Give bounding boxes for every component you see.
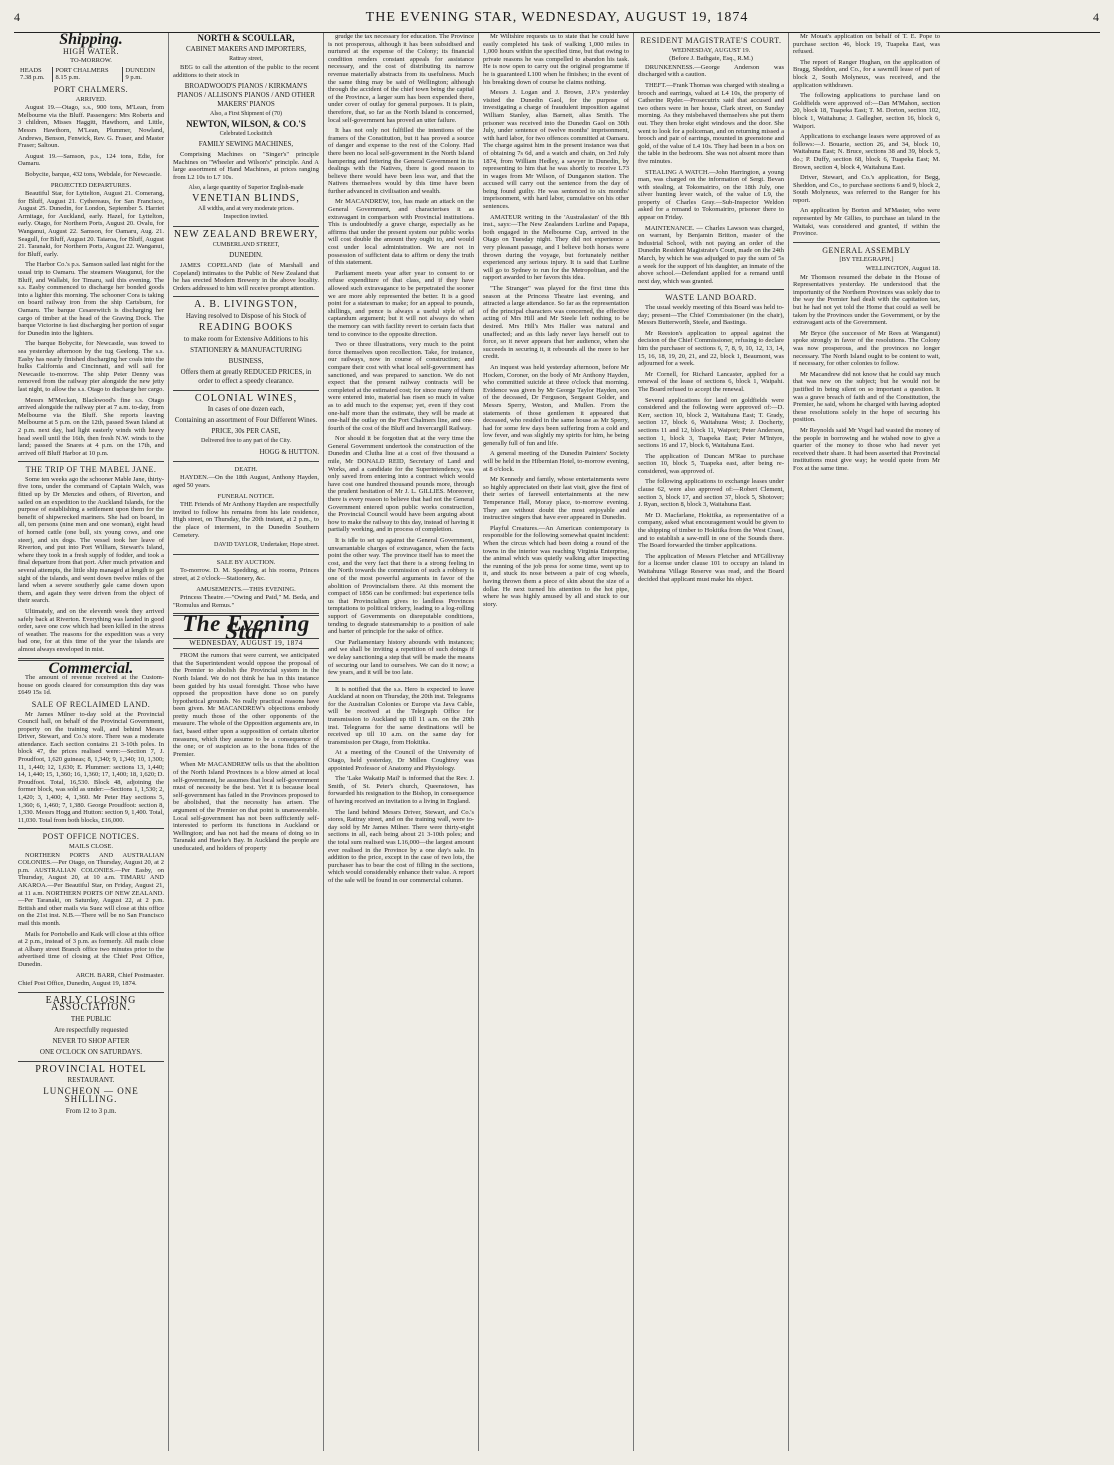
news-paragraph: AMATEUR writing in the 'Australasian' of the 8th inst., says:—The New Zealanders Lurline and Papapa, both engaged in the Melbourne Cup, arrived in the Otago on Tuesday night. They did not experience a very pleasant passage, and I believe both horses were thrown during the voyage, but fortunately neither experienced any serious injury. It is said that Lurline will go to Sydney to run for the Metropolitan, and the rapport awarded to her favors this idea. — [483, 213, 629, 282]
post-heading: POST OFFICE NOTICES. — [42, 832, 140, 842]
news-paragraph: The land behind Messrs Driver, Stewart, and Co.'s stores, Rattray street, and on the training wall, were to-day sold by Mr James Milner. There were thirty-eight sections in all, each being about 21 3-10th poles; and the total sum realised was L16,000—the largest amount ever realised in the Province by a one day's sale. In addition to the price, except in the case of two lots, the purchaser has to bear the cost of filling in the sections, which would considerably enhance their value. A report of the sale will be found in our commercial column. — [328, 808, 474, 884]
wines-heading: COLONIAL WINES, — [194, 392, 298, 404]
auction-heading: SALE BY AUCTION. — [216, 558, 276, 566]
assembly-paragraph: Mr Macandrew did not know that he could say much that was new on the subject; but he would not be justified in being silent on so important a question. It was a grave breach of faith and of the Constitution, the Premier, he said, whom he charged with having adopted these resolutions solely in the hope of securing his position. — [793, 370, 940, 424]
leader-paragraph: Two or three illustrations, very much to the point force themselves upon recollection. Take, for instance, our railways, now in course of construction; and compare their cost with what local self-government has sanctioned, and was prepared to sanction. We do not expect that the present railway contracts will be completed at the estimated cost; for since many of them were entered into, material has risen so much in value as to add much to the expense; yet, even if they cost one-half more than the estimate, they will be made at one-half the outlay on the Port Chalmers line, and one-fourth of the cost of the Bluff and Invercargill Railway. — [328, 341, 474, 432]
news-paragraph: Mr Wiltshire requests us to state that he could have easily completed his task of walking 1,000 miles in 1,000 hours within the specified time, but that owing to private reasons he was compelled to abandon his task. He is now open to carry out the original programme if he is guaranteed L100 when he finishes; in the event of his breaking down of course he claims nothing. — [483, 33, 629, 86]
blinds-heading: VENETIAN BLINDS, — [192, 193, 300, 205]
column-3 — [324, 33, 479, 1451]
north-scoullar-heading: NORTH & SCOULLAR, — [197, 33, 295, 43]
leader-paragraph: It has not only not fulfilled the intentions of the framers of the Constitution, but it has proved a source of danger and expense to the rest of the Colony. Had there been no local self-government in the North Island hampering and fettering the General Government in its dealings with the Natives, there is good reason to believe there would have been less war, and that the Natives themselves would by this time have been further advanced in civilisation and wealth. — [328, 127, 474, 195]
masthead-title: THE EVENING STAR, WEDNESDAY, AUGUST 19, 1874 — [365, 10, 749, 25]
early-closing-line: Are respectfully requested — [54, 1025, 128, 1034]
post-paragraph: NORTHERN PORTS AND AUSTRALIAN COLONIES.—Per Otago, on Thursday, August 20, at 2 p.m. AUSTRALIAN COLONIES.—Per Easby, on Thursday, August 20, at 10 a.m. TIMARU AND AKAROA.—Per Beautiful Star, on Friday, August 21, at 11 a.m. NORTHERN PORTS OF NEW ZEALAND.—Per Taranaki, on Saturday, August 22, at 2 p.m. British and other mails via Suez will close at this office on the 21st inst. N.B.—There will be no San Francisco mail this month. — [18, 851, 164, 927]
brewery-body: JAMES COPELAND (late of Marshall and Copeland) intimates to the Public of New Zealand that he has erected Modern Brewery in the above locality. Orders addressed to him will receive prompt attention. — [173, 262, 319, 292]
early-closing-heading: EARLY CLOSING ASSOCIATION. — [45, 994, 137, 1014]
divider — [793, 242, 940, 243]
auction-notice: To-morrow. D. M. Spedding, at his rooms, Princes street, at 2 o'clock—Stationery, &c. — [173, 567, 319, 582]
north-scoullar-address: Rattray street, — [229, 55, 263, 62]
leader-paragraph: When Mr MACANDREW tells us that the abolition of the North Island Provinces is a blow aimed at local self-government, he assumes that local self-government must of necessity be the best. Yet it is because local self-government has failed in the Provinces proposed to be abolished, that the necessity has arisen. The argument of the Premier on that point is unanswerable. Local self-government has not been sufficiently self-interested to perform its functions in Auckland or Wellington; and has not had the means of doing so in Taranaki and Hawke's Bay. In Auckland the people are uneducated, and holders of property — [173, 761, 319, 852]
wines-price: PRICE, 30s PER CASE, — [211, 427, 281, 436]
tide-dunedin: DUNEDIN 9 p.m. — [125, 66, 156, 82]
waste-land-paragraph: Applications to exchange leases were approved of as follows:—J. Bouarie, section 26, and 34, block 10, Waitahuna East; N. Bruce, sections 38 and 39, block 5, do.; P. Duffy, section 68, block 6, Tuapeka East; M. Brown, section 4, block 4, Waitahuna East. — [793, 133, 940, 171]
death-notice: HAYDEN.—On the 18th August, Anthony Hayden, aged 50 years. — [173, 474, 319, 490]
port-heading: PORT CHALMERS. — [53, 84, 129, 94]
divider — [173, 461, 319, 462]
trip-paragraph: Some ten weeks ago the schooner Mable Jane, thirty-five tons, under the command of Captain Walch, was fitted up by Dr Menzies and others, of Riverton, and sailed on an expedition to the Auckland Islands, for the purpose of establishing a settlement upon them for the benefit of shipwrecked mariners. She had on board, in all, ten persons (nine men and one woman), eight head of horned cattle (one bull, six young cows, and one steer), and six dogs. The vessel took her leave of Riverton, and put into Port William, Stewart's Island, where they took in a fresh supply of fodder, and took a final departure from that port. After much privation and several attempts, the little ship managed at length to get sight of the islands, and went down twelve miles of the land when a severe southerly gale came down upon them, and again they were driven from the object of their search. — [18, 475, 164, 605]
news-paragraph: An inquest was held yesterday afternoon, before Mr Hocken, Coroner, on the body of Mr Anthony Hayden, who committed suicide at three o'clock that morning. Evidence was given by Mr George Taylor Hayden, son of the deceased, Dr Ferguson, Sergeant Golder, and Messrs Sperry, Weston, and Mullen. From the statements of those gentlemen it appeared that deceased, who resided in the same house as Mr Sperry, had for some few days been suffering from a cold and low fever, and was slightly my spirits for him, he being generally full of fun and life. — [483, 363, 629, 447]
amusements-heading: AMUSEMENTS.—THIS EVENING. — [196, 585, 296, 593]
leader-paragraph: Mr MACANDREW, too, has made an attack on the General Government, and characterises it as extravagant in comparison with Provincial institutions. This is undoubtedly a grave charge, especially as he affirms that under the present system our public works will cost double the amount they ought to, and would cost under local administration. We are not in possession of sufficient data to affirm or deny the truth of this statement. — [328, 198, 474, 267]
death-heading: DEATH. — [234, 465, 258, 473]
masthead — [14, 10, 1100, 33]
mails-close-heading: MAILS CLOSE. — [68, 843, 114, 850]
waste-land-paragraph: The application of Messrs Fletcher and M'Gillivray for a license under clause 101 to occupy an island in Waitahuna Village Reserve was read, and the Board decided that applicant must make his object. — [638, 552, 784, 583]
shipping-paragraph: The barque Bobycite, for Newcastle, was towed to sea yesterday afternoon by the tug Geelong. The s.s. Easby has nearly finished discharging her coals into the hulks California and Cincinnati, and will sail for Newcastle to-morrow. The ship Peter Denny was removed from the railway pier alongside the new jetty last night, to allow the s.s. Otago to discharge her cargo. — [18, 340, 164, 393]
news-paragraph: Playful Creatures.—An American contemporary is responsible for the following somewhat quaint incident: When the circus which had been doing a round of the towns in the interior was reaching Virginia Enterprise, the animal which was quietly walking after inspecting the running of the job press for some time, went up to it, and stuck its nose between a pair of cog wheels, having thrown them a piece of skin about the size of a dollar. He next turned his attention to the hot pipe, where he was highly amused by all and stuck to our story. — [483, 524, 629, 608]
tide-table — [18, 67, 164, 82]
waste-land-paragraph: The usual weekly meeting of this Board was held to-day; present—The Chief Commissioner (in the chair), Messrs Butterworth, Steele, and Bastings. — [638, 304, 784, 327]
luncheon-line: LUNCHEON — ONE SHILLING. — [43, 1086, 139, 1105]
news-paragraph: At a meeting of the Council of the University of Otago, held yesterday, Dr Millen Coughtrey was appointed Professor of Anatomy and Physiology. — [328, 749, 474, 772]
court-paragraph: STEALING A WATCH.—John Harrington, a young man, was charged on the information of Sergt. Bevan with stealing, at Tokomairiro, on the 18th July, one silver hunting lever watch, of the value of L9, the property of Charles Gray.—Sub-Inspector Weldon asked for a remand to Tokomairiro, prisoner there to appear on Friday. — [638, 168, 784, 222]
early-closing-line: ONE O'CLOCK ON SATURDAYS. — [39, 1047, 143, 1056]
livingston-stationery: STATIONERY & MANUFACTURING — [190, 345, 302, 354]
assembly-paragraph: Mr Thomson resumed the debate in the House of Representatives yesterday. He understood that the importunity of the Northern Provinces was solely due to the way the Premier had dealt with the capitation tax, but he had not yet told the Home that could as well be taken by the Provinces under the Government, or by the extravagant acts of the Government. — [793, 273, 940, 327]
waste-land-paragraph: Several applications for land on goldfields were considered and the following were approved of:—D. Kerr, section 10, block 2, Waitahuna East; T. Grady, section 17, block 6, Waitahuna West; J. Docherty, sections 11 and 12, block 11, Waipori; Peter Anderson, section 1, block 3, Tuapeka East; Peter M'Intyre, sections 16 and 17, block 6, Waitahuna East. — [638, 396, 784, 450]
wines-delivery: Delivered free to any part of the City. — [201, 438, 291, 445]
court-before: (Before J. Bathgate, Esq., R.M.) — [669, 55, 753, 63]
column-5 — [634, 33, 789, 1451]
livingston-offer: Offers them at greatly REDUCED PRICES, in order to effect a speedy clearance. — [180, 367, 312, 385]
luncheon-time: From 12 to 3 p.m. — [65, 1106, 117, 1115]
divider — [638, 289, 784, 290]
column-1 — [14, 33, 169, 1451]
waste-land-paragraph: Mr Mouat's application on behalf of T. E. Pope to purchase section 46, block 19, Tuapeka East, was refused. — [793, 33, 940, 56]
leader-paragraph: FROM the rumors that were current, we anticipated that the Superintendent would oppose the proposal of the Premier to abolish the Provincial system in the North Island. We do not think he has in this instance been guided by his usual foresight. Those who have opposed the proposition have done so on purely hypothetical grounds. No really practical reasons have been given. Mr MACANDREW's objections embody pretty much those of the other opponents of the measure. The whole of the Opposition arguments are, in fact, based either upon a supposition of certain ulterior measures, which they assume to be a consequence of the one; or of suspicion as to the bona fides of the Premier. — [173, 652, 319, 758]
waste-land-paragraph: The report of Ranger Hughan, on the application of Bragg, Sheddon, and Co., for a sawmill lease of part of block 2, South Molyneux, was received, and the application withdrawn. — [793, 58, 940, 89]
divider — [173, 390, 319, 391]
waste-land-paragraph: The following applications to exchange leases under clause 62, were also approved of:—Robert Clement, section 3, block 17, and section 37, block 5, Shotover; J. Ryan, section 8, block 3, Waitahuna East. — [638, 478, 784, 509]
waste-land-paragraph: An application by Borton and M'Master, who were represented by Mr Gillies, to purchase an island in the Waitaki, was considered and granted, if within the Province. — [793, 207, 940, 238]
high-water-heading: HIGH WATER. — [62, 46, 119, 56]
north-scoullar-items: BROADWOOD'S PIANOS / KIRKMAN'S PIANOS / ALLISON'S PIANOS / AND OTHER MAKERS' PIANOS — [177, 82, 315, 109]
column-6 — [789, 33, 944, 1451]
news-paragraph: A general meeting of the Dunedin Painters' Society will be held in the Hibernian Hotel, to-morrow evening, at 8 o'clock. — [483, 450, 629, 473]
funeral-notice: THE Friends of Mr Anthony Hayden are respectfully invited to follow his remains from his late residence, High street, on Thursday, the 20th instant, at 2 p.m., to the place of interment, in the Dunedin Southern Cemetery. — [173, 501, 319, 539]
waste-land-paragraph: Driver, Stewart, and Co.'s application, for Begg, Sheddon, and Co., to purchase sections 6 and 9, block 2, South Molyneux, was referred to the Ranger for his report. — [793, 174, 940, 204]
projected-heading: PROJECTED DEPARTURES. — [50, 181, 132, 189]
brewery-heading: NEW ZEALAND BREWERY, — [173, 228, 319, 240]
newspaper-nameplate: The Evening Star — [182, 611, 310, 644]
projected-paragraph: Beautiful Star, for Lyttelton, August 21. Comerang, for Bluff, August 21. Cythereaus, for San Francisco, August 25. Dunedin, for London, September 5. Harriet Armitage, for Auckland, early. Hazel, for Lyttelton, early. Otago, for Northern Ports, August 20. Ovalu, for Wanganui, August 22. Samson, for Oamaru, Aug. 21. Seagull, for Bluff, August 20. Taiaroa, for Bluff, August 21. Taranaki, for Northern Ports, August 22. Wanganui, for Bluff, early. — [18, 190, 164, 258]
wines-company: HOGG & HUTTON. — [259, 447, 319, 456]
assembly-paragraph: Mr Reynolds said Mr Vogel had wasted the money of the people in borrowing and he wished now to give a quarter of the money to those who had never yet received their share. It had been asserted that Provincial institutions must give way; he would quote from Mr Fox at the same time. — [793, 426, 940, 472]
north-scoullar-also: Also, a First Shipment of (70) — [210, 111, 282, 118]
provincial-hotel-sub: RESTAURANT. — [67, 1076, 115, 1085]
livingston-body: Having resolved to Dispose of his Stock of — [185, 312, 307, 321]
news-paragraph: "The Stranger" was played for the first time this season at the Princess Theatre last evening, and attracted a large attendance. So far as the representation of the principal characters was concerned, the effective acting of Mrs Hill and Mr Steele left nothing to be desired. Mrs Hill's Mrs Haller was natural and unaffected; and as this lady never lays herself out to force, so it never appears that her audience, when she succeeds in securing it, it rebounds all the more to her credit. — [483, 285, 629, 361]
wines-body: In cases of one dozen each, — [207, 405, 285, 414]
nameplate-date: WEDNESDAY, AUGUST 19, 1874 — [173, 638, 319, 650]
shipping-paragraph: Messrs M'Meckan, Blackwood's fine s.s. Otago arrived alongside the railway pier at 7 a.m. to-day, from Melbourne via the Bluff. She reports leaving Melbourne at 5 p.m. on the 12th, passed Swan Island at 2 p.m. next day, had light easterly winds with heavy head swell until the 16th, then fresh N.W. winds to the land; passed the Snares at 4 p.m. on the 17th, and arrived off Bluff Harbor at 10 p.m. — [18, 396, 164, 457]
divider — [173, 554, 319, 555]
sewing-line: Celebrated Lockstitch — [219, 130, 273, 137]
divider — [173, 226, 319, 227]
arrived-paragraph: August 19.—Otago, s.s., 900 tons, M'Lean, from Melbourne via the Bluff. Passengers: Mrs Roberts and 3 children, Misses Haggitt, Hawthorn, and Little, Messrs Hawthorn, M'Lean, Plummer, Nowland, Andrews, Benson, Fenwick, Rev. G. Fraser, and Master Fraser; Saltoun. — [18, 104, 164, 150]
sewing-body: Comprising Machines on "Singer's" principle Machines on "Wheeler and Wilson's" principle. And A large assortment of Hand Machines, at prices ranging from L2 10s to L7 10s. — [173, 151, 319, 181]
waste-land-paragraph: The following applications to purchase land on Goldfields were approved of:—Dan M'Mahon, section 20, block 18, Tuapeka East; T. M. Dorton, section 102, block 1, Waitahuna; J. Gallegher, section 16, block 6, Waipori. — [793, 92, 940, 130]
commercial-paragraph: The amount of revenue received at the Custom-house on goods cleared for consumption this day was £649 15s 1d. — [18, 674, 164, 697]
funeral-heading: FUNERAL NOTICE. — [217, 492, 275, 500]
sewing-company: NEWTON, WILSON, & CO.'S — [186, 118, 306, 129]
blinds-widths: All widths, and at very moderate prices. — [198, 205, 294, 212]
funeral-signature: DAVID TAYLOR, Undertaker, Hope street. — [214, 542, 319, 549]
wines-body2: Containing an assortment of Four Different Wines. — [174, 416, 318, 425]
amusements-notice: Princess Theatre.—"Owing and Paid," M. Beda, and "Romulus and Remus." — [173, 594, 319, 609]
telegraph-label: [BY TELEGRAPH.] — [839, 256, 894, 264]
column-4 — [479, 33, 634, 1451]
sewing-line: FAMILY SEWING MACHINES, — [198, 140, 294, 149]
news-paragraph: It is notified that the s.s. Hero is expected to leave Auckland at noon on Thursday, the 20th inst. Telegrams for the Australian Colonies or Europe via Java Cable, will be received at the Telegraph Office for transmission to Auckland up till 11 a.m. on the 20th inst. Telegrams for the same destinations will be received up till 10 a.m. on the same day for transmission per Otago, from Hokitika. — [328, 685, 474, 746]
early-closing-line: THE PUBLIC — [70, 1014, 112, 1023]
column-2 — [169, 33, 324, 1451]
leader-paragraph: It is idle to set up against the General Government, unwarrantable charges of extravagance, when the facts point the other way. The province itself has to meet the cost, and the very fact that there is a strong feeling in the North towards the commission of such a robbery is one of the most powerful arguments in favor of the abolition of Provincialism there. At this moment the compact of 1856 can be confirmed: but experience tells us that Provincialism gives to landless Provinces temptations to political trickery, leading to a log-rolling support of Governments on disreputable conditions, tending to degrade statesmanship to a position of sale and barter of principle for the sake of office. — [328, 537, 474, 636]
arrived-paragraph: Bobycite, barque, 432 tons, Webdale, for Newcastle. — [25, 170, 162, 178]
arrived-heading: ARRIVED. — [75, 95, 107, 103]
commercial-heading: Commercial. — [48, 659, 134, 677]
waste-land-paragraph: The application of Duncan M'Rae to purchase section 10, block 5, Tuapeka east, after being re-considered, was approved of. — [638, 452, 784, 475]
livingston-business: BUSINESS, — [228, 356, 264, 365]
news-paragraph: Mr Kennedy and family, whose entertainments were so highly appreciated on their last visit, give the first of their series of farewell entertainments at the new Temperance Hall, Moray place, to-morrow evening. They are without doubt the most enjoyable and instructive singers that have ever appeared in Dunedin. — [483, 476, 629, 522]
brewery-address: CUMBERLAND STREET, — [212, 241, 280, 248]
arrived-paragraph: August 19.—Samson, p.s., 124 tons, Edie, for Oamaru. — [18, 152, 164, 168]
divider — [18, 992, 164, 993]
tide-heads: HEADS 7.38 p.m. — [20, 66, 45, 82]
court-date: WEDNESDAY, AUGUST 19. — [671, 46, 751, 54]
shipping-heading: Shipping. — [59, 33, 123, 48]
trip-paragraph: Ultimately, and on the eleventh week they arrived safely back at Riverton. Everything was landed in good order, save one cow which had been killed in the stress of weather. The reasons for the expedition was a very bad one, for at this time of the year the islands are almost always enveloped in mist. — [18, 607, 164, 653]
court-heading: RESIDENT MAGISTRATE'S COURT. — [640, 36, 782, 45]
early-closing-line: NEVER TO SHOP AFTER — [52, 1036, 130, 1045]
waste-land-paragraph: Mr D. Macfarlane, Hokitika, as representative of a company, asked what encouragement would be given to the shipping of timber to Hokitika from the West Coast, and to establish a saw-mill in one of the Sounds there. The Board forwarded the timber applications. — [638, 511, 784, 550]
north-scoullar-sub: CABINET MAKERS AND IMPORTERS, — [185, 44, 307, 53]
blinds-intro: Also, a large quantity of Superior English-made — [188, 184, 304, 191]
reclaimed-heading: SALE OF RECLAIMED LAND. — [31, 699, 151, 709]
divider — [18, 1061, 164, 1062]
shipping-paragraph: The Harbor Co.'s p.s. Samson sailed last night for the usual trip to Oamaru. The steamers Waugunui, for the Bluff, and Wallabi, for Timaru, sail this evening. The s.s. Easby commenced to discharge her bonded goods into a lighter this morning. The schooner Cora is taking on board railway iron from the ship Cartsburn, for Oamaru. The barque Cesarewitch is discharging her cargo of timber at the head of the Graving Dock. The barque Victorine is fast discharging her portion of sugar for Dunedin into the lighters. — [18, 261, 164, 337]
north-scoullar-body: BEG to call the attention of the public to the recent additions to their stock in — [173, 64, 319, 79]
court-paragraph: DRUNKENNESS.—George Anderson was discharged with a caution. — [638, 63, 784, 79]
leader-paragraph: Parliament meets year after year to consent to or refuse expenditure of that class, and if they have allowed such extravagance to be perpetrated the sooner we are more ably represented the better. It is a good point for a statesman to make; for an appeal to pounds, shillings, and pence is always a useful style of ad captandum argument; but it will not always do when the memory can with facility revert to certain facts that tend to convince to the opposite direction. — [328, 269, 474, 338]
post-date: Chief Post Office, Dunedin, August 19, 1874. — [18, 980, 137, 988]
divider — [18, 461, 164, 462]
news-paragraph: The 'Lake Wakatip Mail' is informed that the Rev. J. Smith, of St. Peter's church, Queenstown, has forwarded his resignation to the Bishop, in consequence of having received an invitation to a living in England. — [328, 775, 474, 805]
leader-paragraph: Nor should it be forgotten that at the very time the General Government undertook the construction of the Dunedin and Clutha line at a cost of five thousand a mile, Mr DONALD REID, Secretary of Land and Works, and a candidate for the Superintendency, was only saved from entering into a contract which would have cost one hundred thousand pounds more, through the prudent hesitation of Mr J. L. GILLIES. Moreover, there is every reason to believe that had not the General Government entered upon public works construction, the Provincial Council would have been arguing about how to make the railway to this day, instead of having it partially working, and in process of completion. — [328, 435, 474, 534]
divider — [328, 681, 474, 682]
brewery-city: DUNEDIN. — [229, 251, 263, 260]
tomorrow-label: TO-MORROW. — [70, 57, 112, 65]
page-number-left: 4 — [14, 10, 21, 24]
leader-paragraph: grudge the tax necessary for education. The Province is not prosperous, although it has been subsidised and nurtured at the expense of the Colony; its financial condition renders constant appeals for assistance necessary, and the cost of distributing its narrow revenue materially abstracts from its usefulness. Much the same thing may be said of Wellington; although through the accident of the chief town being the capital of the Province, a larger sum has been expended there, under cover of outlay for general purposes. It is plain, therefore, that, so far as the North Island is concerned, local self-government has proved an utter failure. — [328, 33, 474, 124]
divider — [173, 296, 319, 297]
leader-paragraph: Our Parliamentary history abounds with instances; and we shall be inviting a repetition of such doings if we delay sanctioning a step that will be made the means of securing our land to ourselves. We can do it now; a few years, and it will be too late. — [328, 638, 474, 677]
livingston-reading: READING BOOKS — [198, 322, 294, 334]
page-number-right: 4 — [1093, 10, 1100, 24]
assembly-dateline: WELLINGTON, August 18. — [865, 265, 940, 273]
livingston-heading: A. B. LIVINGSTON, — [194, 299, 298, 311]
divider — [18, 828, 164, 829]
post-signature: ARCH. BARR, Chief Postmaster. — [75, 971, 164, 979]
court-paragraph: THEFT.—Frank Thomas was charged with stealing a brooch and earrings, valued at L4 10s, the property of Catherine Ryder.—Prosecutrix said that accused and two others were in her house, Clark street, on Sunday morning. As they misbehaved themselves she put them out. They then broke eight windows and the door. She went to look for a policeman, and on returning missed a brooch and pair of earrings, mounted in greenstone and gold, of the value of L4 10s. They had been in a box on the table in the bedroom. She was not absent more than five minutes. — [638, 81, 784, 165]
provincial-hotel-heading: PROVINCIAL HOTEL — [35, 1063, 147, 1075]
court-paragraph: MAINTENANCE. — Charles Lawson was charged, on warrant, by Benjamin Britton, master of the Industrial School, with not paying an order of the Dunedin Resident Magistrate's Court, made on the 24th March, by which he was adjudged to pay the sum of 5s a week for the support of his daughter, an inmate of the above school.—Defendant applied for a remand until next day, which was granted. — [638, 224, 784, 285]
news-paragraph: Messrs J. Logan and J. Brown, J.P.'s yesterday visited the Dunedin Gaol, for the purpose of investigating a charge of fraudulent imposition against William Stanley, alias Barnett, alias Smith. The prisoner was received into the Dunedin Gaol on 30th July, under sentence of twelve months' imprisonment, with hard labor, for two offences committed at Oamaru. The charge against him in the present instance was that of obtaining 7s 6d, and a watch and chain, on 3rd July 1874, from William Hedley, a sawyer in Dunedin, by representing to him that he was shortly to receive L73 in wages from Mr Wilson, of Dunganon station. The accused will carry out the sentence from the day of being found guilty. He was sentenced to six months' imprisonment, with hard labor, cumulative on his other sentences. — [483, 89, 629, 211]
livingston-body2: to make room for Extensive Additions to his — [183, 334, 309, 343]
waste-land-paragraph: Mr Cornell, for Richard Lancaster, applied for a renewal of the lease of sections 6, block 1, Waipahi. The Board refused to accept the renewal. — [638, 370, 784, 393]
reclaimed-paragraph: Mr James Milner to-day sold at the Provincial Council hall, on behalf of the Provincial Government, property on the training wall, and behind Messrs Driver, Stewart, and Co.'s store. There was a moderate attendance. Each section contains 21 3-10th poles. In block 47, the prices realised were:—Section 7, J. Proudfoot, 1,620 guineas; 8, 1,340; 9, 1,340; 10, 1,300; 11, 1,440; 12, 1,630; E. Plummer: sections 13, 1,440; 14, 1,440; 15, 1,360; 16, 1,360; 17, 1,400; 18, 1,620; D. Proudfoot. Total, 16,530. Block 48, adjoining the former block, was sold as under:—Sections 1, 1,530; 2, 1,420; 3, 1,400; 4, 1,360. Mr Peter Hay sections 5, 1,360; 6, 1,460; 7, 1,380. George Proudfoot: section 8, 1,330. Messrs Hogg and Hutton: section 9, 1,400. Total, 11,030. Total from both blocks, £16,000. — [18, 710, 164, 824]
assembly-paragraph: Mr Bryce (the successor of Mr Rees at Wanganui) spoke strongly in favor of the resolutions. The Colony was now prosperous, and the provinces no longer necessary. The North Island ought to be content to wait, if necessary, for other colonies to follow. — [793, 329, 940, 368]
columns — [14, 33, 1100, 1451]
general-assembly-heading: GENERAL ASSEMBLY — [822, 245, 911, 255]
trip-heading: THE TRIP OF THE MABEL JANE. — [25, 465, 157, 475]
waste-land-paragraph: Mr Reeston's application to appeal against the decision of the Chief Commissioner, refusing to declare him the purchaser of sections 6, 7, 8, 9, 10, 12, 13, 14, 15, 16, 18, 19, 20, 21, and 22, block 1, Beaumont, was adjourned for a week. — [638, 329, 784, 368]
tide-port: PORT CHALMERS 8.15 p.m. — [53, 67, 123, 82]
inspection-line: Inspection invited. — [223, 214, 269, 221]
waste-land-heading: WASTE LAND BOARD. — [665, 293, 757, 303]
post-paragraph: Mails for Portobello and Kaik will close at this office at 2 p.m., instead of 3 p.m. as formerly. All mails close at Albany street Branch office two minutes prior to the advertised time of closing at the Chief Post Office, Dunedin. — [18, 930, 164, 968]
